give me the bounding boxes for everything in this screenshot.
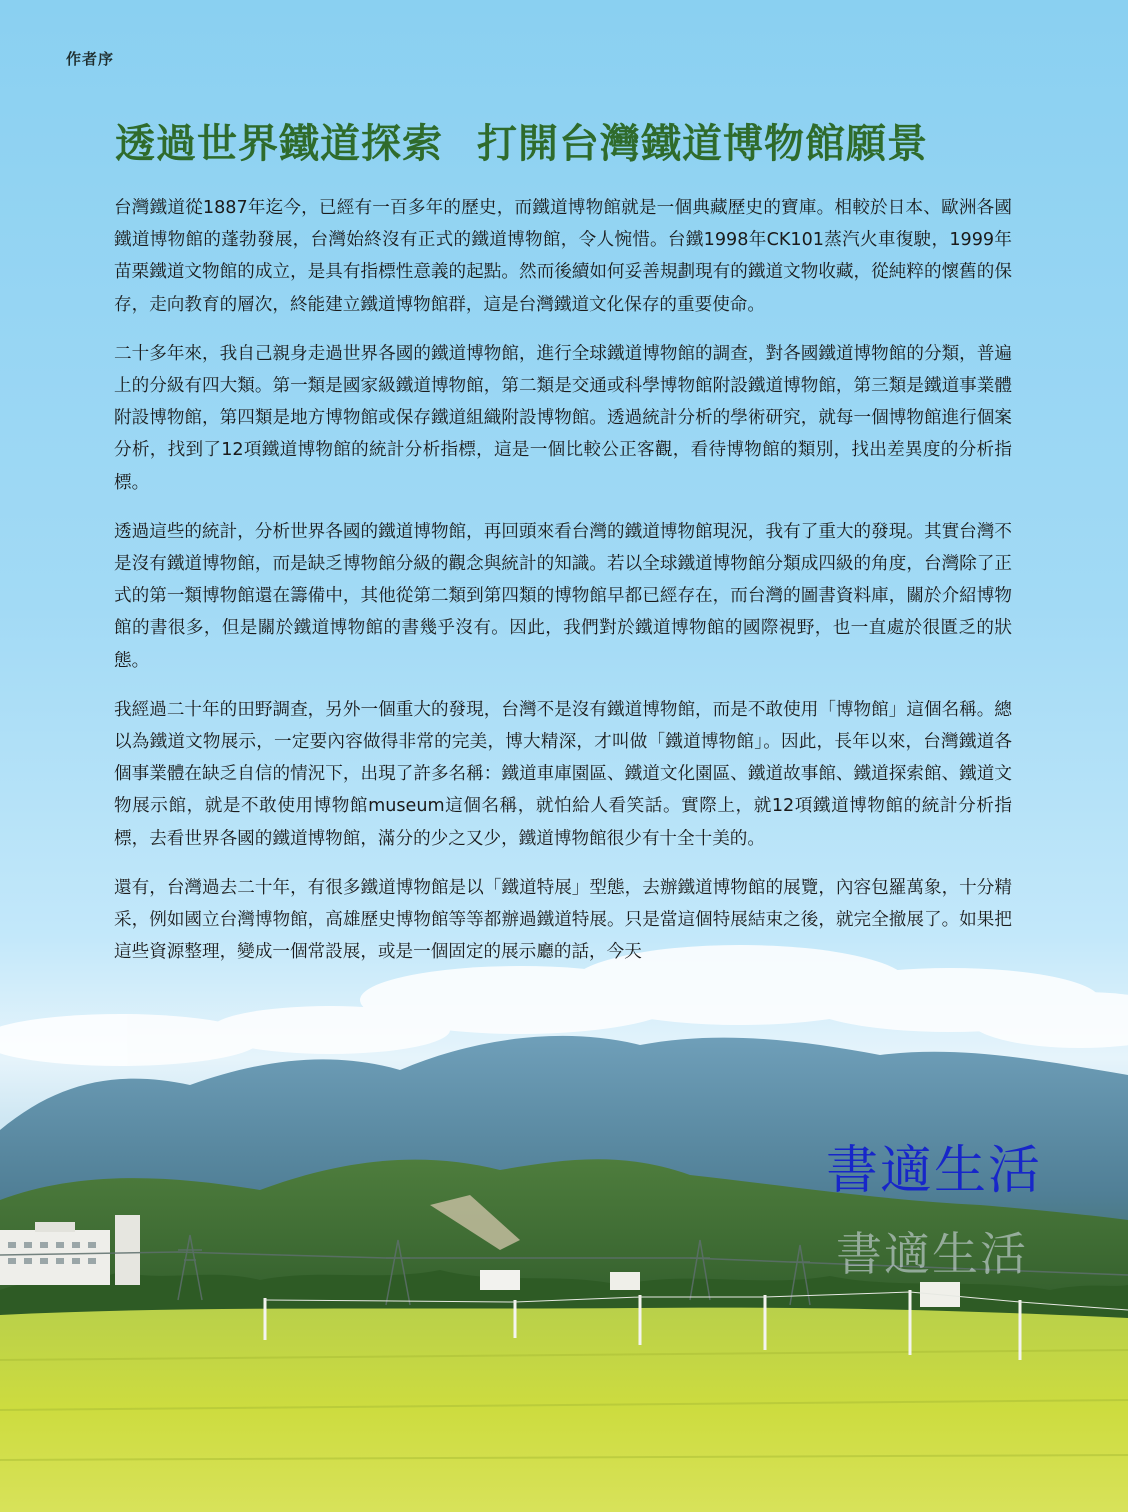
paragraph-2: 二十多年來，我自己親身走過世界各國的鐵道博物館，進行全球鐵道博物館的調查，對各國鐵道博物館的分類，普遍上的分級有四大類。第一類是國家級鐵道博物館，第二類是交通或科學博物館附設鐵道博物館，第三類是鐵道事業體附設博物館，第四類是地方博物館或保存鐵道組織附設博物館。透過統計分析的學術研究，就每一個博物館進行個案分析，找到了12項鐵道博物館的統計分析指標，這是一個比較公正客觀，看待博物館的類別，找出差異度的分析指標。 bbox=[114, 343, 1012, 493]
paragraph-4: 我經過二十年的田野調查，另外一個重大的發現，台灣不是沒有鐵道博物館，而是不敢使用「博物館」這個名稱。總以為鐵道文物展示，一定要內容做得非常的完美，博大精深，才叫做「鐵道博物館」。因此，長年以來，台灣鐵道各個事業體在缺乏自信的情況下，出現了許多名稱：鐵道車庫園區、鐵道文化園區、鐵道故事館、鐵道探索館、鐵道文物展示館，就是不敢使用博物館museum這個名稱，就怕給人看笑話。實際上，就12項鐵道博物館的統計分析指標，去看世界各國的鐵道博物館，滿分的少之又少，鐵道博物館很少有十全十美的。 bbox=[114, 699, 1012, 849]
title-part-1: 透過世界鐵道探索 bbox=[115, 120, 443, 167]
article-body bbox=[114, 192, 1012, 985]
title-part-2: 打開台灣鐵道博物館願景 bbox=[477, 120, 928, 167]
page-title bbox=[115, 112, 1075, 169]
rice-field bbox=[0, 1308, 1128, 1512]
paragraph-1: 台灣鐵道從1887年迄今，已經有一百多年的歷史，而鐵道博物館就是一個典藏歷史的寶庫。相較於日本、歐洲各國鐵道博物館的蓬勃發展，台灣始終沒有正式的鐵道博物館，令人惋惜。台鐵1998年CK101蒸汽火車復駛，1999年苗栗鐵道文物館的成立，是具有指標性意義的起點。然而後續如何妥善規劃現有的鐵道文物收藏，從純粹的懷舊的保存，走向教育的層次，終能建立鐵道博物館群，這是台灣鐵道文化保存的重要使命。 bbox=[114, 198, 1012, 315]
watermark: 書適生活 bbox=[826, 1141, 1043, 1201]
paragraph-5: 還有，台灣過去二十年，有很多鐵道博物館是以「鐵道特展」型態，去辦鐵道博物館的展覽，內容包羅萬象，十分精采，例如國立台灣博物館，高雄歷史博物館等等都辦過鐵道特展。只是當這個特展結束之後，就完全撤展了。如果把這些資源整理，變成一個常設展，或是一個固定的展示廳的話，今天 bbox=[114, 877, 1012, 963]
watermark-reflection: 書適生活 bbox=[836, 1227, 1028, 1281]
section-label: 作者序 bbox=[66, 50, 115, 68]
paragraph-3: 透過這些的統計，分析世界各國的鐵道博物館，再回頭來看台灣的鐵道博物館現況，我有了重大的發現。其實台灣不是沒有鐵道博物館，而是缺乏博物館分級的觀念與統計的知識。若以全球鐵道博物館分類成四級的角度，台灣除了正式的第一類博物館還在籌備中，其他從第二類到第四類的博物館早都已經存在，而台灣的圖書資料庫，關於介紹博物館的書很多，但是關於鐵道博物館的書幾乎沒有。因此，我們對於鐵道博物館的國際視野，也一直處於很匱乏的狀態。 bbox=[114, 521, 1012, 671]
